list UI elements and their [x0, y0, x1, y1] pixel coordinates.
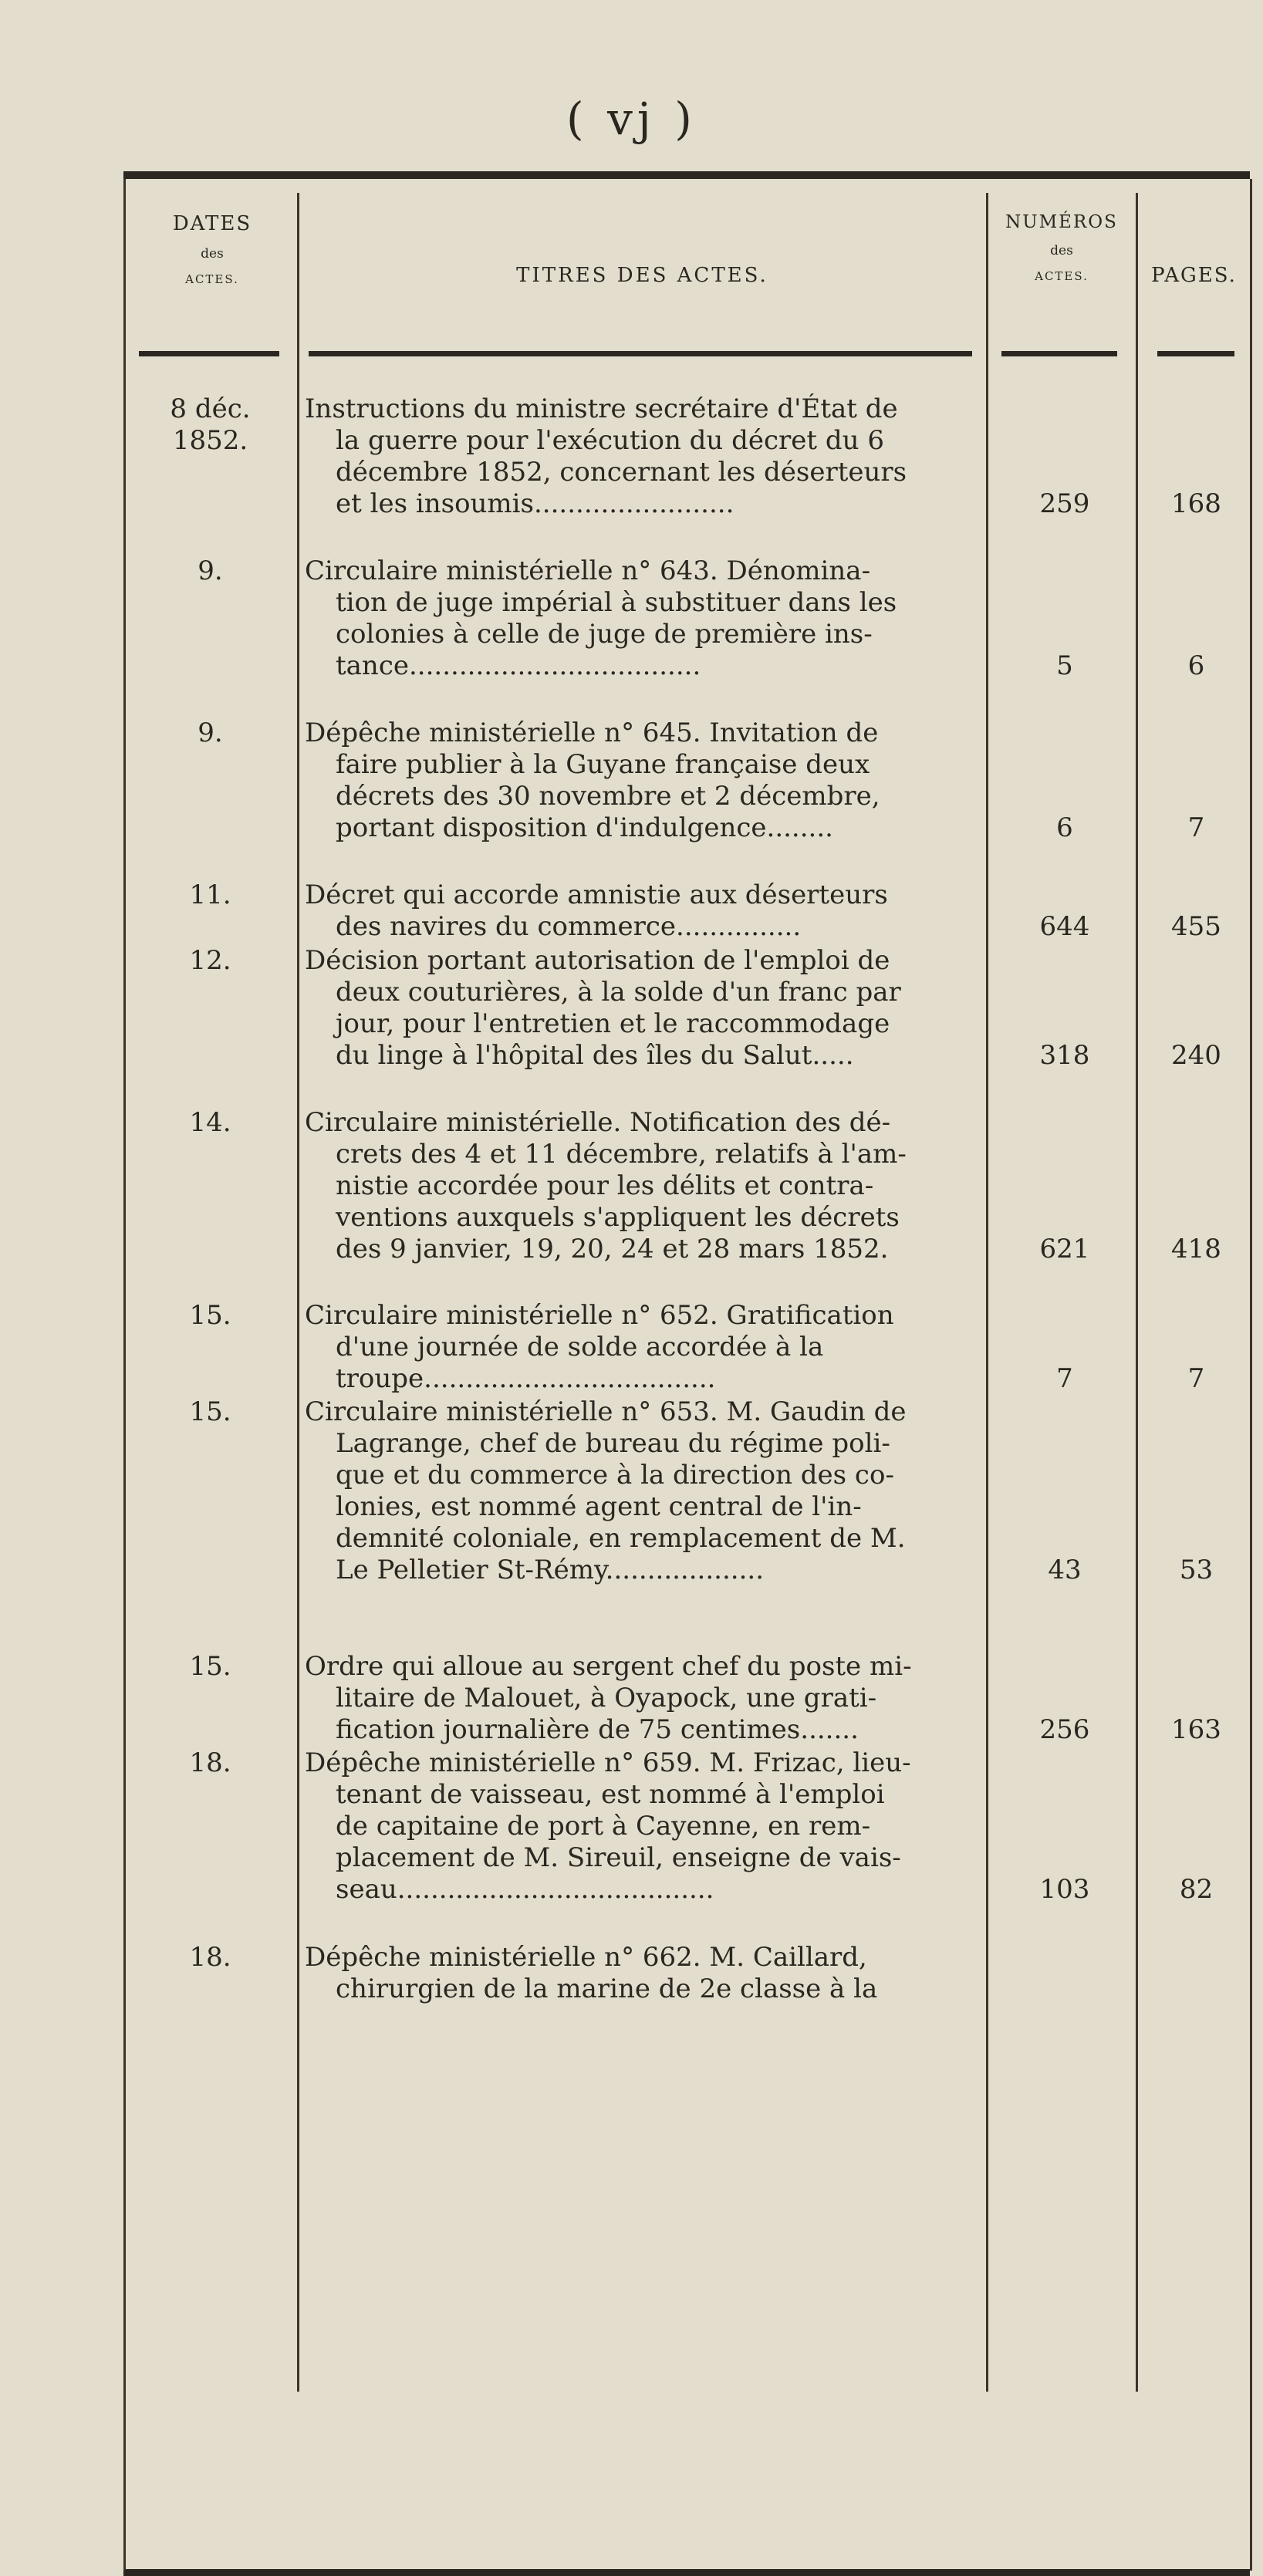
entry-title-line: Décision portant autorisation de l'emploi de [305, 945, 890, 976]
dates-header-line1: DATES [172, 212, 252, 235]
entry-date-line: 15. [189, 1651, 231, 1682]
entry-date-line: 14. [189, 1107, 231, 1138]
entry-title-line: ventions auxquels s'appliquent les décrets [336, 1202, 900, 1233]
entry-title-line: crets des 4 et 11 décembre, relatifs à l'am- [336, 1139, 907, 1170]
entry-page: 82 [1179, 1874, 1214, 1905]
dates-header-line3: ACTES. [185, 272, 239, 286]
entry-page: 455 [1171, 911, 1221, 942]
entry-title-line: Circulaire ministérielle n° 653. M. Gaudin de [305, 1396, 907, 1427]
entry-title-line: portant disposition d'indulgence........ [336, 812, 833, 843]
entry-title [305, 1651, 984, 1746]
entry-numero: 6 [1056, 812, 1073, 843]
entry-title-line: seau...................................... [336, 1874, 714, 1905]
entry-title-line: Dépêche ministérielle n° 645. Invitation de [305, 717, 879, 748]
entry-page: 240 [1171, 1040, 1221, 1071]
column-header-dates [127, 212, 297, 286]
entry-page: 53 [1179, 1555, 1214, 1585]
entry-title-line: faire publier à la Guyane française deux [336, 749, 870, 780]
entry-title-line: Instructions du ministre secrétaire d'État de [305, 393, 898, 424]
entry-title-line: deux couturières, à la solde d'un franc par [336, 977, 901, 1008]
entry-title [305, 1942, 984, 2005]
entry-title [305, 1396, 984, 1586]
entry-page: 6 [1187, 650, 1205, 681]
entry-date-line: 8 déc. [170, 393, 251, 424]
numeros-header-line1: NUMÉROS [1005, 212, 1118, 232]
entry-title-line: Ordre qui alloue au sergent chef du poste mi- [305, 1651, 912, 1682]
entry-date [123, 1107, 297, 1139]
entry-title-line: tenant de vaisseau, est nommé à l'emploi [336, 1779, 885, 1810]
entry-title-line: d'une journée de solde accordée à la [336, 1332, 824, 1362]
entry-date-line: 1852. [172, 425, 248, 456]
entry-title-line: Dépêche ministérielle n° 659. M. Frizac, lieu- [305, 1747, 911, 1778]
entry-numero: 644 [1039, 911, 1090, 942]
entry-title-line: Circulaire ministérielle. Notification des dé- [305, 1107, 891, 1138]
entry-page: 7 [1187, 1363, 1205, 1394]
header-rule-titles [309, 351, 972, 356]
entry-title-line: Lagrange, chef de bureau du régime poli- [336, 1428, 890, 1459]
entry-date [123, 1942, 297, 1973]
entry-title [305, 945, 984, 1072]
entry-numero: 5 [1056, 650, 1073, 681]
column-header-pages: PAGES. [1151, 264, 1237, 287]
entry-date-line: 9. [198, 555, 223, 586]
table-bottom-rule [123, 2569, 1250, 2576]
entry-title [305, 1300, 984, 1395]
entry-date [123, 945, 297, 977]
entry-date [123, 717, 297, 749]
entry-title-line: Dépêche ministérielle n° 662. M. Caillard, [305, 1942, 867, 1973]
header-rule-pages [1157, 351, 1234, 356]
entry-numero: 103 [1039, 1874, 1090, 1905]
entry-date [123, 1396, 297, 1428]
entry-title-line: Le Pelletier St-Rémy................... [336, 1555, 765, 1585]
entry-date-line: 12. [189, 945, 231, 976]
entry-numero: 7 [1056, 1363, 1073, 1394]
entry-title-line: du linge à l'hôpital des îles du Salut..... [336, 1040, 854, 1071]
entry-title-line: Circulaire ministérielle n° 652. Gratification [305, 1300, 894, 1331]
entry-numero: 43 [1048, 1555, 1082, 1585]
entry-title-line: fication journalière de 75 centimes....... [336, 1714, 859, 1745]
entry-title [305, 1107, 984, 1265]
entry-title-line: lonies, est nommé agent central de l'in- [336, 1491, 862, 1522]
entry-title-line: la guerre pour l'exécution du décret du 6 [336, 425, 884, 456]
column-header-numeros [988, 212, 1136, 283]
entry-page: 168 [1171, 488, 1221, 519]
entry-page: 163 [1171, 1714, 1221, 1745]
entry-title-line: de capitaine de port à Cayenne, en rem- [336, 1811, 871, 1842]
entry-title-line: Circulaire ministérielle n° 643. Dénomina- [305, 555, 871, 586]
entry-page: 418 [1171, 1234, 1221, 1264]
dates-header-line2: des [201, 246, 224, 262]
entry-title-line: colonies à celle de juge de première ins- [336, 619, 873, 650]
entry-title [305, 555, 984, 682]
entry-date [123, 1300, 297, 1332]
entry-date [123, 879, 297, 911]
numeros-header-line3: ACTES. [1035, 269, 1089, 283]
entry-numero: 318 [1039, 1040, 1090, 1071]
entry-title-line: tance................................... [336, 650, 701, 681]
table-frame-top [123, 171, 1250, 179]
entry-title-line: des 9 janvier, 19, 20, 24 et 28 mars 1852. [336, 1234, 889, 1264]
col-divider-numeros [1136, 193, 1138, 2392]
numeros-header-line2: des [1050, 243, 1073, 258]
entry-title-line: Décret qui accorde amnistie aux déserteurs [305, 879, 888, 910]
entry-title-line: nistie accordée pour les délits et contra- [336, 1170, 874, 1201]
entry-date-line: 9. [198, 717, 223, 748]
entry-date [123, 393, 297, 457]
entry-title [305, 717, 984, 844]
entry-title-line: que et du commerce à la direction des co- [336, 1460, 894, 1491]
entry-date-line: 15. [189, 1300, 231, 1331]
entry-title-line: chirurgien de la marine de 2e classe à la [336, 1973, 878, 2004]
col-divider-titles [986, 193, 988, 2392]
entry-title-line: troupe................................... [336, 1363, 716, 1394]
entry-date-line: 11. [189, 879, 231, 910]
header-rule-dates [139, 351, 279, 356]
entry-page: 7 [1187, 812, 1205, 843]
entry-numero: 256 [1039, 1714, 1090, 1745]
entry-date-line: 15. [189, 1396, 231, 1427]
page-header: ( vj ) [566, 93, 697, 145]
entry-title-line: placement de M. Sireuil, enseigne de vais- [336, 1842, 901, 1873]
col-divider-dates [297, 193, 299, 2392]
entry-date [123, 1651, 297, 1683]
entry-date [123, 1747, 297, 1779]
entry-date-line: 18. [189, 1942, 231, 1973]
entry-title-line: décrets des 30 novembre et 2 décembre, [336, 781, 880, 812]
entry-title-line: et les insoumis........................ [336, 488, 734, 519]
entry-title-line: décembre 1852, concernant les déserteurs [336, 457, 907, 488]
entry-title [305, 879, 984, 943]
entry-title-line: tion de juge impérial à substituer dans les [336, 587, 897, 618]
header-rule-numeros [1001, 351, 1117, 356]
entry-title-line: jour, pour l'entretien et le raccommodage [336, 1008, 890, 1039]
entry-title [305, 393, 984, 520]
entry-numero: 621 [1039, 1234, 1090, 1264]
col-divider-left [123, 179, 126, 2571]
entry-title-line: des navires du commerce............... [336, 911, 802, 942]
entry-date-line: 18. [189, 1747, 231, 1778]
entry-numero: 259 [1039, 488, 1090, 519]
column-header-titles: TITRES DES ACTES. [516, 264, 768, 287]
entry-title [305, 1747, 984, 1906]
entry-date [123, 555, 297, 587]
entry-title-line: demnité coloniale, en remplacement de M. [336, 1523, 906, 1554]
entry-title-line: litaire de Malouet, à Oyapock, une grati- [336, 1683, 877, 1713]
